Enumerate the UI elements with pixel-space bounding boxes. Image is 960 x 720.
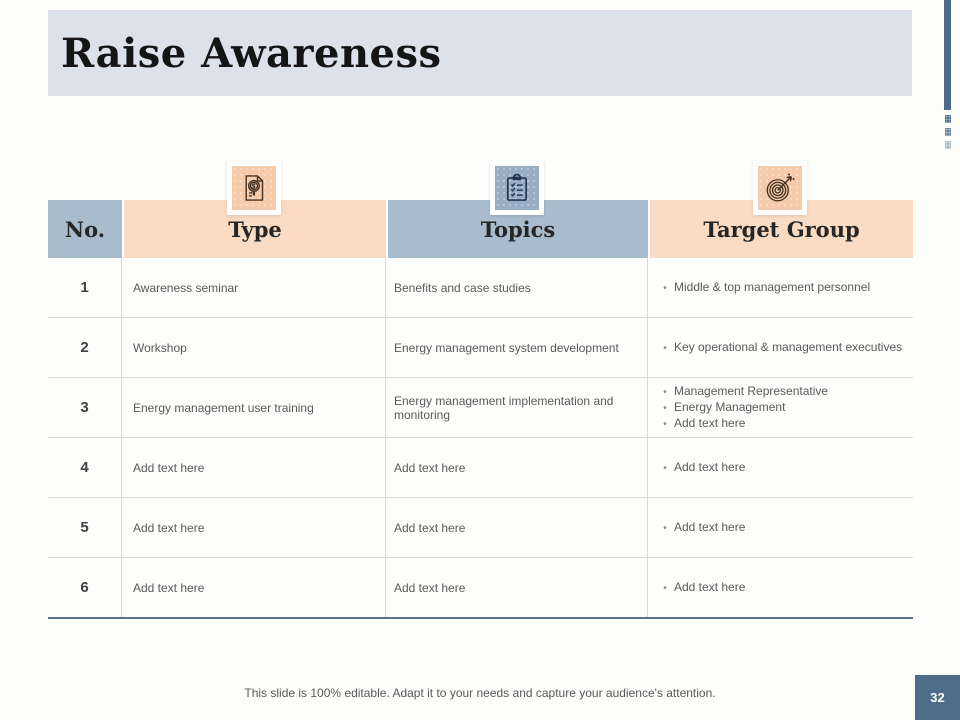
bullet-text: Add text here: [674, 415, 746, 430]
column-header-type: Type: [122, 200, 386, 258]
table-row: [48, 498, 913, 558]
type-cell: Workshop: [122, 318, 386, 377]
accent-dash: [945, 115, 951, 123]
document-search-dollar-icon: [232, 166, 276, 210]
topics-cell: Add text here: [386, 498, 648, 557]
type-cell: Add text here: [122, 558, 386, 617]
accent-bar: [944, 0, 951, 110]
bullet-icon: •: [663, 582, 667, 594]
bullet-item: [656, 384, 828, 400]
target-group-cell: [648, 558, 913, 617]
bullet-text: Middle & top management personnel: [674, 279, 871, 294]
column-header-no: No.: [48, 200, 122, 258]
target-arrow-icon: [758, 166, 802, 210]
bullet-item: [656, 280, 870, 296]
type-cell: Energy management user training: [122, 378, 386, 437]
bullet-item: [656, 580, 745, 596]
table-row: [48, 318, 913, 378]
bullet-text: Energy Management: [674, 399, 786, 414]
type-cell: Awareness seminar: [122, 258, 386, 317]
target-group-cell: [648, 378, 913, 437]
topics-cell: Add text here: [386, 558, 648, 617]
type-cell: Add text here: [122, 498, 386, 557]
clipboard-checklist-icon-frame: [490, 161, 544, 215]
bullet-item: [656, 460, 745, 476]
bullet-item: [656, 340, 902, 356]
bullet-item: [656, 400, 785, 416]
type-cell: Add text here: [122, 438, 386, 497]
bullet-icon: •: [663, 418, 667, 430]
title-bar: [48, 10, 912, 96]
accent-dash: [945, 128, 951, 136]
table-row: [48, 438, 913, 498]
bullet-icon: •: [663, 282, 667, 294]
bullet-item: [656, 520, 745, 536]
document-search-icon-frame: [227, 161, 281, 215]
topics-cell: Energy management system development: [386, 318, 648, 377]
row-number: 4: [48, 438, 122, 497]
row-number: 3: [48, 378, 122, 437]
page-number-box: [915, 675, 960, 720]
bullet-text: Add text here: [674, 579, 746, 594]
bullet-text: Key operational & management executives: [674, 339, 903, 354]
bullet-icon: •: [663, 386, 667, 398]
bullet-text: Add text here: [674, 519, 746, 534]
clipboard-checklist-icon: [495, 166, 539, 210]
awareness-table: [48, 200, 913, 619]
row-number: 5: [48, 498, 122, 557]
bullet-icon: •: [663, 522, 667, 534]
row-number: 1: [48, 258, 122, 317]
table-row: [48, 558, 913, 617]
bullet-text: Add text here: [674, 459, 746, 474]
bullet-item: [656, 416, 745, 432]
column-header-topics: Topics: [386, 200, 648, 258]
bullet-icon: •: [663, 462, 667, 474]
topics-cell: Add text here: [386, 438, 648, 497]
target-group-cell: [648, 318, 913, 377]
target-arrow-icon-frame: [753, 161, 807, 215]
topics-cell: Energy management implementation and monitoring: [386, 378, 648, 437]
bullet-icon: •: [663, 402, 667, 414]
topics-cell: Benefits and case studies: [386, 258, 648, 317]
accent-dash: [945, 141, 951, 149]
table-row: [48, 258, 913, 318]
bullet-text: Management Representative: [674, 383, 829, 398]
bullet-icon: •: [663, 342, 667, 354]
table-body: [48, 258, 913, 619]
table-row: [48, 378, 913, 438]
target-group-cell: [648, 258, 913, 317]
row-number: 6: [48, 558, 122, 617]
column-header-target-group: Target Group: [648, 200, 913, 258]
row-number: 2: [48, 318, 122, 377]
page-number: 32: [930, 690, 945, 705]
page-title: Raise Awareness: [61, 29, 442, 77]
target-group-cell: [648, 438, 913, 497]
footer-note: This slide is 100% editable. Adapt it to your needs and capture your audience's attention.: [244, 686, 716, 700]
target-group-cell: [648, 498, 913, 557]
